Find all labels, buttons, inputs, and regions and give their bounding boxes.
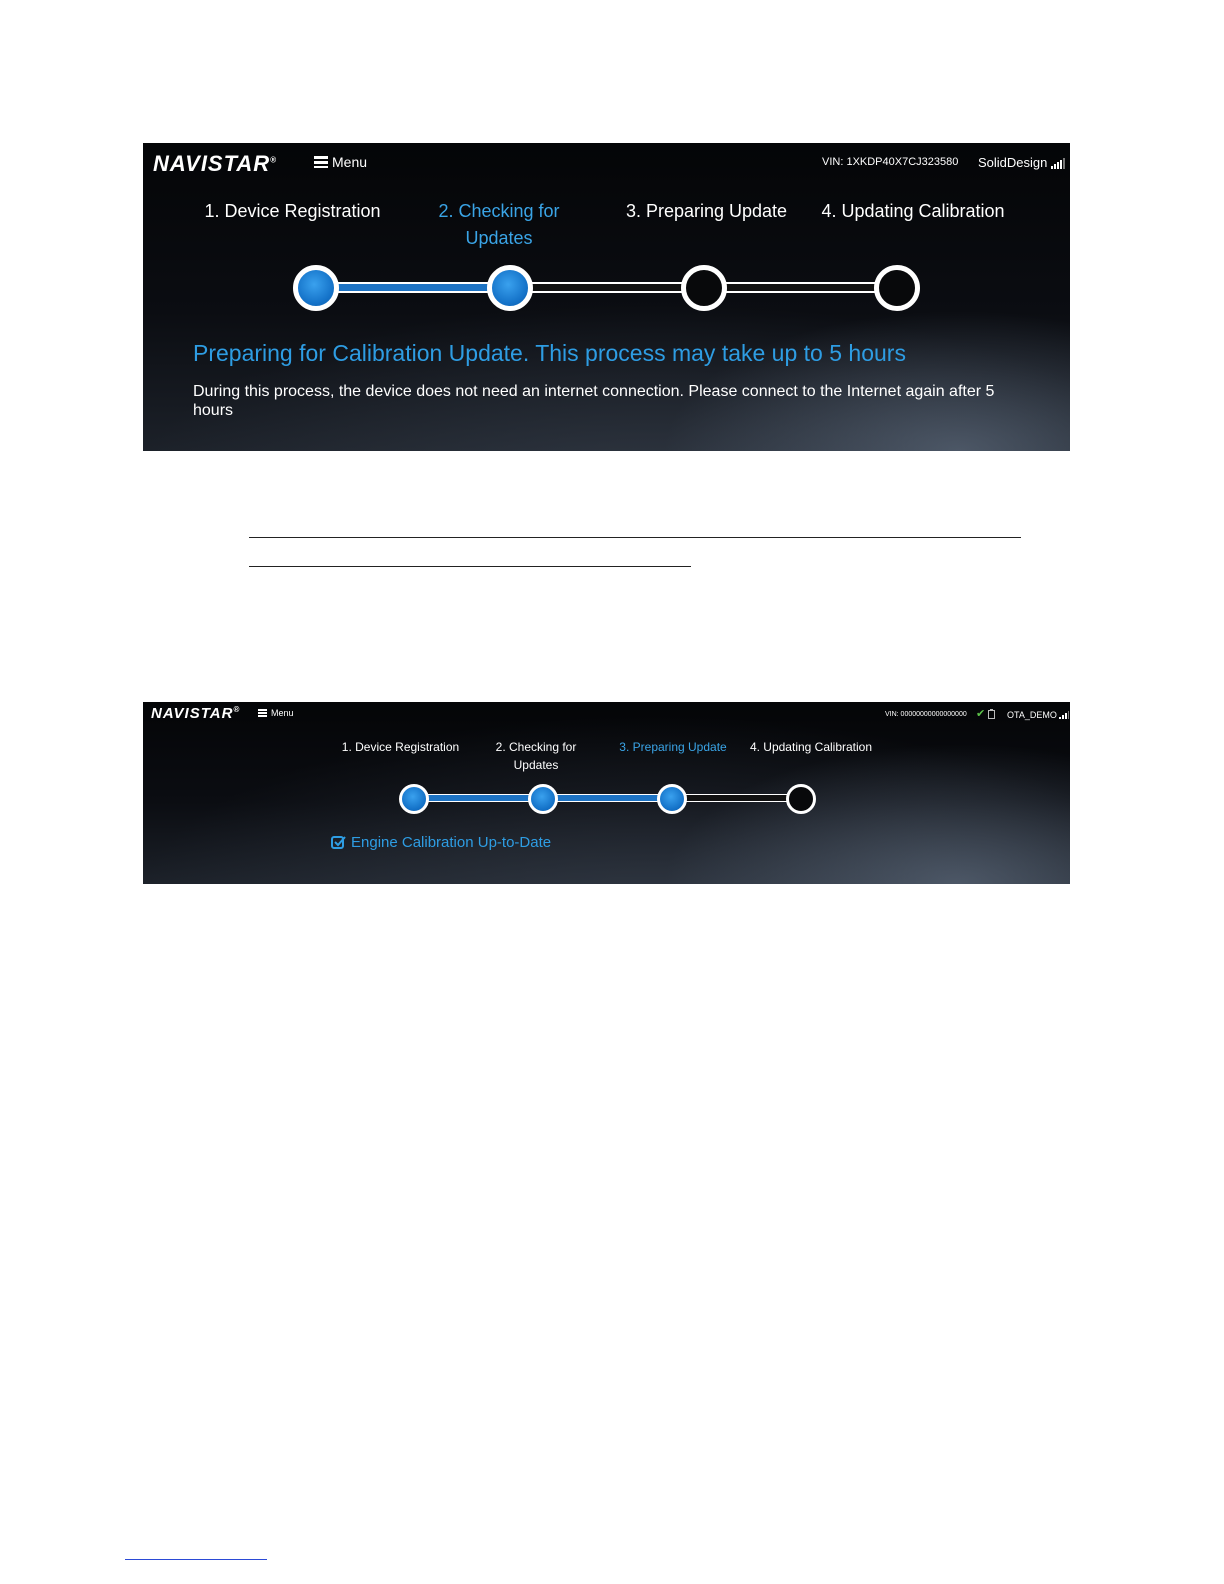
step-1-label: 1. Device Registration — [341, 740, 460, 754]
network-name: SolidDesign — [978, 155, 1048, 170]
step-3-label: 3. Preparing Update — [619, 740, 727, 754]
step-2-node — [528, 784, 558, 814]
network-name: OTA_DEMO — [1007, 710, 1057, 720]
vin-label: VIN: 1XKDP40X7CJ323580 — [822, 156, 959, 168]
status-headline: Preparing for Calibration Update. This process may take up to 5 hours — [193, 340, 906, 366]
step-4-node — [874, 265, 920, 311]
checkbox-icon — [331, 835, 346, 850]
battery-icon — [988, 709, 995, 719]
step-3-node — [657, 784, 687, 814]
step-4-label: 4. Updating Calibration — [821, 201, 1005, 221]
step-2-label: 2. Checking for Updates — [495, 740, 577, 772]
calibration-status — [331, 834, 551, 851]
step-4-node — [786, 784, 816, 814]
step-3-label: 3. Preparing Update — [625, 201, 788, 221]
progress-segment-1 — [428, 794, 530, 802]
step-4-label: 4. Updating Calibration — [749, 740, 873, 754]
list-icon — [258, 709, 267, 717]
divider-line — [249, 537, 1021, 538]
menu-button[interactable] — [314, 154, 367, 170]
calibration-status-text: Engine Calibration Up-to-Date — [351, 834, 552, 851]
checkmark-icon: ✔ — [976, 708, 986, 720]
divider-line-short — [249, 566, 691, 567]
progress-segment-3 — [725, 282, 875, 293]
step-1-node — [399, 784, 429, 814]
update-screen-2 — [143, 702, 1070, 884]
status-description: During this process, the device does not need an internet connection. Please connect to the Internet again after 5 hours — [193, 383, 995, 419]
progress-segment-2 — [557, 794, 659, 802]
step-1-label: 1. Device Registration — [204, 201, 381, 221]
network-status — [1007, 710, 1069, 720]
update-screen-1 — [143, 143, 1070, 451]
progress-segment-1 — [338, 282, 488, 293]
progress-segment-3 — [686, 794, 788, 802]
menu-label: Menu — [332, 154, 368, 170]
step-2-label: 2. Checking for Updates — [438, 201, 560, 248]
footnote-rule — [125, 1559, 267, 1560]
menu-button[interactable] — [258, 708, 294, 718]
step-2-node — [487, 265, 533, 311]
navistar-logo: NAVISTAR® — [153, 151, 278, 176]
signal-icon — [1051, 157, 1067, 169]
step-3-node — [681, 265, 727, 311]
list-icon — [314, 156, 328, 168]
signal-icon — [1059, 711, 1069, 719]
vin-label: VIN: 00000000000000000 — [885, 711, 967, 718]
menu-label: Menu — [271, 708, 294, 718]
network-status — [978, 155, 1067, 170]
progress-segment-2 — [532, 282, 682, 293]
navistar-logo: NAVISTAR® — [151, 705, 241, 722]
step-1-node — [293, 265, 339, 311]
